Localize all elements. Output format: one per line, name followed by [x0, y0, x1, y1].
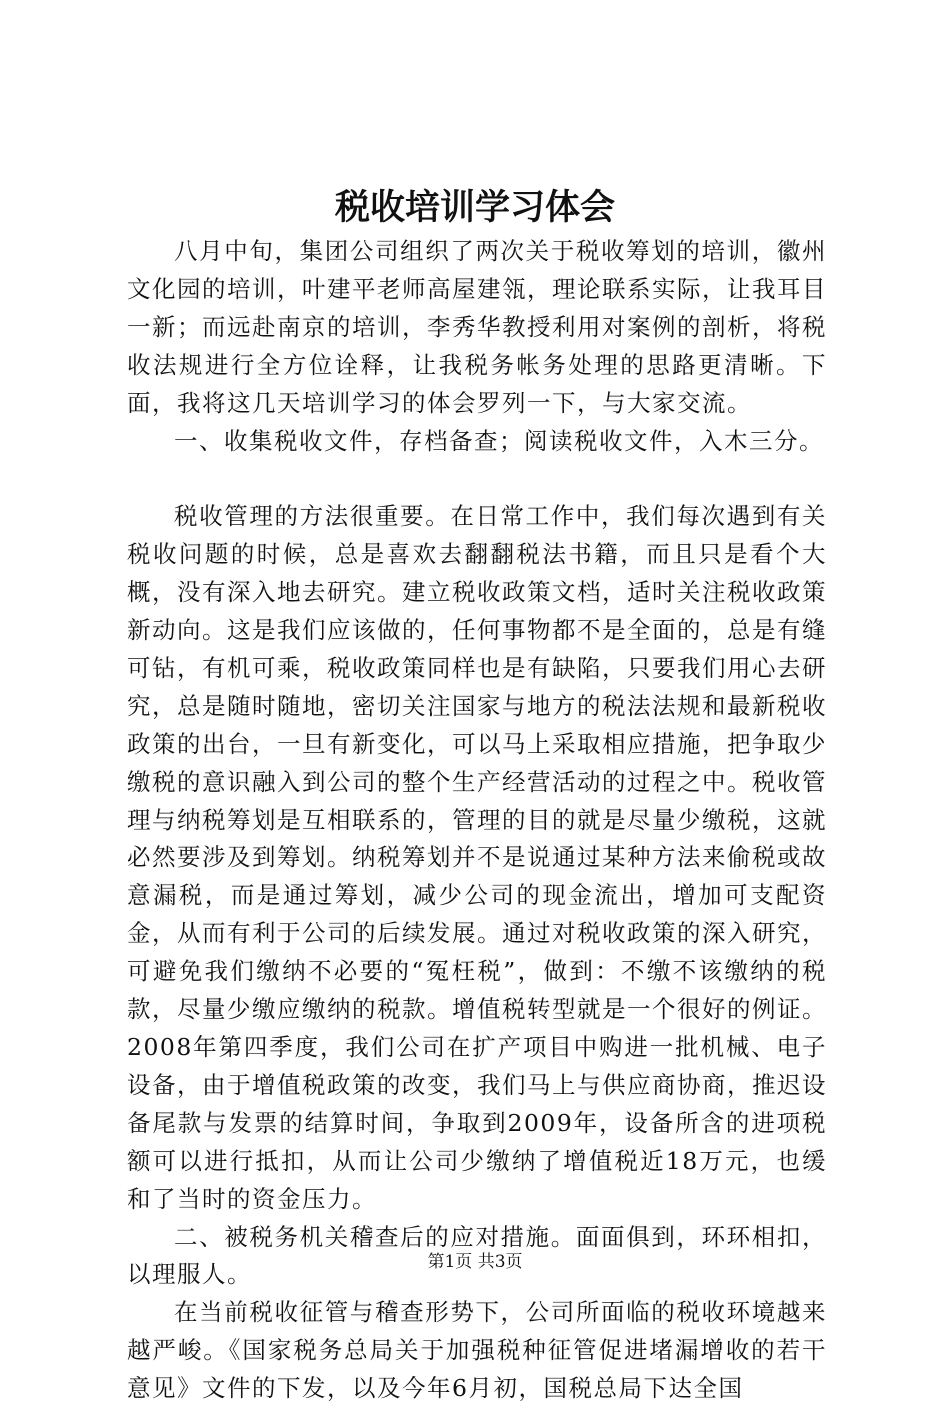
paragraph-current-environment: 在当前税收征管与稽查形势下，公司所面临的税收环境越来越严峻。《国家税务总局关于加强税种征管促进堵漏增收的若干意见》文件的下发，以及今年6月初，国税总局下达全国: [127, 1298, 827, 1403]
paragraph-intro: 八月中旬，集团公司组织了两次关于税收筹划的培训，徽州文化园的培训，叶建平老师高屋建瓴，理论联系实际，让我耳目一新；而远赴南京的培训，李秀华教授利用对案例的剖析，将税收法规进行全方位诠释，让我税务帐务处理的思路更清晰。下面，我将这几天培训学习的体会罗列一下，与大家交流。: [127, 237, 827, 417]
page-footer: 第1页 共3页: [427, 1252, 523, 1272]
section-heading-1: 一、收集税收文件，存档备查；阅读税收文件，入木三分。: [174, 426, 824, 455]
document-title: 税收培训学习体会: [334, 187, 615, 228]
section-heading-2: 二、被税务机关稽查后的应对措施。面面俱到，环环相扣，以理服人。: [127, 1222, 827, 1289]
paragraph-tax-management: 税收管理的方法很重要。在日常工作中，我们每次遇到有关税收问题的时候，总是喜欢去翻翻税法书籍，而且只是看个大概，没有深入地去研究。建立税收政策文档，适时关注税收政策新动向。这是我们应该做的，任何事物都不是全面的，总是有缝可钻，有机可乘，税收政策同样也是有缺陷，只要我们用心去研究，总是随时随地，密切关注国家与地方的税法法规和最新税收政策的出台，一旦有新变化，可以马上采取相应措施，把争取少缴税的意识融入到公司的整个生产经营活动的过程之中。税收管理与纳税筹划是互相联系的，管理的目的就是尽量少缴税，这就必然要涉及到筹划。纳税筹划并不是说通过某种方法来偷税或故意漏税，而是通过筹划，减少公司的现金流出，增加可支配资金，从而有利于公司的后续发展。通过对税收政策的深入研究，可避免我们缴纳不必要的“冤枉税”，做到：不缴不该缴纳的税款，尽量少缴应缴纳的税款。增值税转型就是一个很好的例证。2008年第四季度，我们公司在扩产项目中购进一批机械、电子设备，由于增值税政策的改变，我们马上与供应商协商，推迟设备尾款与发票的结算时间，争取到2009年，设备所含的进项税额可以进行抵扣，从而让公司少缴纳了增值税近18万元，也缓和了当时的资金压力。: [127, 502, 827, 1213]
document-body: [127, 233, 827, 1408]
